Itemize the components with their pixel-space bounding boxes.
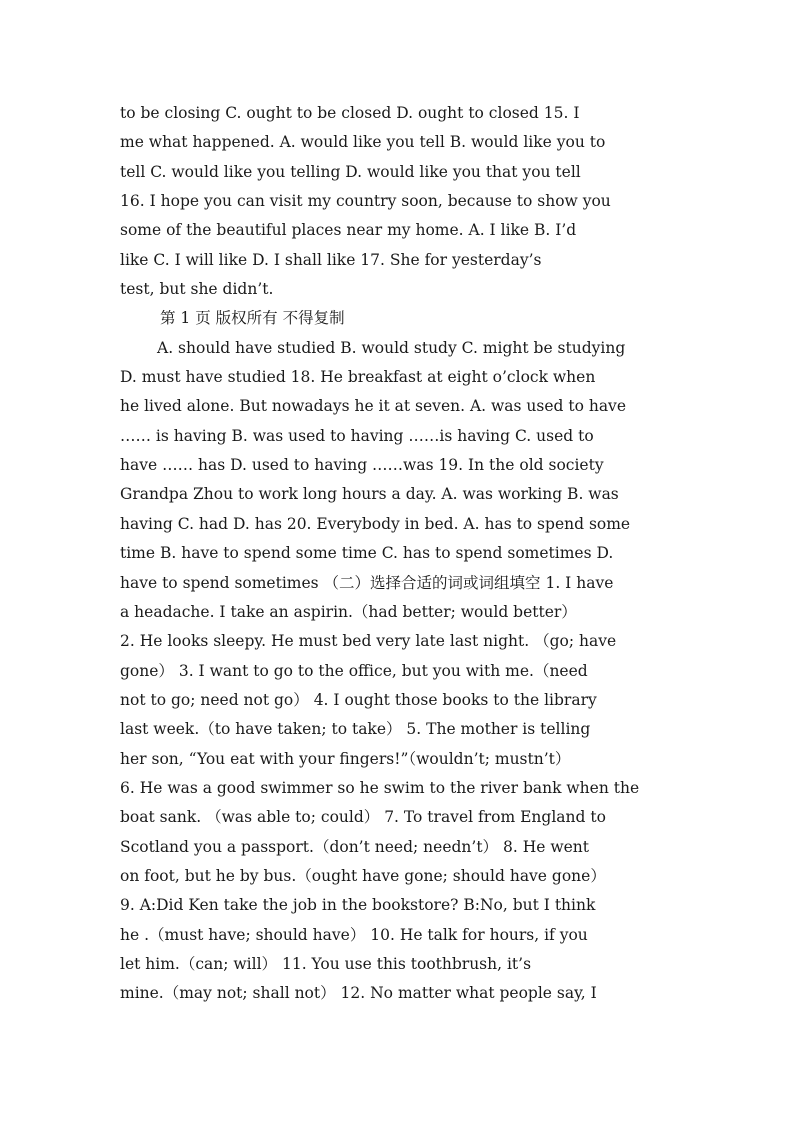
text-line: D. must have studied 18. He breakfast at eight o’clock when — [120, 368, 596, 387]
text-line: tell C. would like you telling D. would like you that you tell — [120, 162, 581, 181]
page-footer: 第 1 页 版权所有 不得复制 — [160, 309, 345, 328]
text-line: a headache. I take an aspirin.（had better; would better） — [120, 602, 577, 621]
text-line: gone） 3. I want to go to the office, but you with me.（need — [120, 661, 588, 680]
text-line: not to go; need not go） 4. I ought those books to the library — [120, 690, 597, 709]
text-line: test, but she didn’t. — [120, 280, 274, 299]
text-line: 9. A:Did Ken take the job in the bookstore? B:No, but I think — [120, 896, 596, 915]
text-line: 6. He was a good swimmer so he swim to the river bank when the — [120, 778, 640, 797]
text-line: last week.（to have taken; to take） 5. The mother is telling — [120, 720, 591, 739]
text-line: Scotland you a passport.（don’t need; needn’t） 8. He went — [120, 837, 589, 856]
text-line: 2. He looks sleepy. He must bed very late last night. （go; have — [120, 632, 617, 651]
text-line: her son, “You eat with your fingers!”（wouldn’t; mustn’t） — [120, 749, 571, 768]
text-line: he lived alone. But nowadays he it at seven. A. was used to have — [120, 397, 626, 416]
text-line: me what happened. A. would like you tell B. would like you to — [120, 133, 606, 152]
text-line: boat sank. （was able to; could） 7. To travel from England to — [120, 808, 606, 827]
text-line: some of the beautiful places near my home. A. I like B. I’d — [120, 221, 577, 240]
text-line: have …… has D. used to having ……was 19. In the old society — [120, 456, 604, 475]
text-line: let him.（can; will） 11. You use this toothbrush, it’s — [120, 954, 532, 973]
text-line: time B. have to spend some time C. has to spend sometimes D. — [120, 544, 614, 563]
text-line: have to spend sometimes （二）选择合适的词或词组填空 1. I have — [120, 573, 614, 592]
text-line: 16. I hope you can visit my country soon, because to show you — [120, 192, 611, 211]
text-line: Grandpa Zhou to work long hours a day. A. was working B. was — [120, 485, 619, 504]
text-line: having C. had D. has 20. Everybody in bed. A. has to spend some — [120, 514, 631, 533]
text-line: …… is having B. was used to having ……is having C. used to — [120, 426, 594, 445]
text-line: like C. I will like D. I shall like 17. She for yesterday’s — [120, 250, 542, 269]
text-line: on foot, but he by bus.（ought have gone; should have gone） — [120, 866, 606, 885]
text-line: A. should have studied B. would study C. might be studying — [157, 338, 626, 357]
text-line: to be closing C. ought to be closed D. ought to closed 15. I — [120, 104, 580, 122]
text-line: mine.（may not; shall not） 12. No matter what people say, I — [120, 984, 597, 1003]
document-body — [120, 99, 720, 1009]
text-line: he .（must have; should have） 10. He talk for hours, if you — [120, 925, 588, 944]
